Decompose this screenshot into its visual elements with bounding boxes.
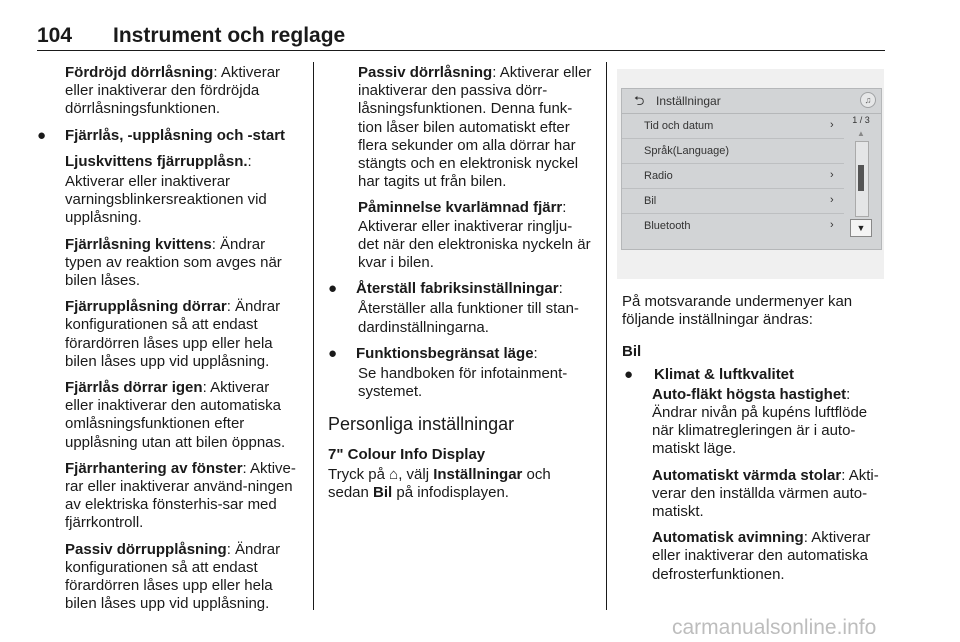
page-number: 104 — [37, 24, 73, 47]
description: Se handboken för infotainment-systemet. — [358, 365, 568, 401]
description: : Aktiverar eller inaktiverar den automatiska omlåsningsfunktionen efter upplåsning utan att bilen öppnas. — [65, 379, 286, 451]
bullet-title: Funktionsbegränsat läge — [356, 344, 534, 362]
description: : Aktive-rar eller inaktiverar använd-ningen av elektriska fönsterhis-sar med fjärrkontroll. — [65, 459, 296, 532]
text: på infodisplayen. — [392, 484, 509, 502]
settings-screen — [621, 88, 882, 250]
term: Fjärrupplåsning dörrar — [65, 298, 227, 316]
paragraph — [37, 236, 299, 291]
chevron-right-icon: › — [830, 119, 834, 131]
paragraph — [37, 460, 299, 533]
description: Aktiverar eller inaktiverar varningsblinkersreaktionen vid upplåsning. — [65, 173, 267, 227]
term: Ljuskvittens fjärrupplåsn. — [65, 152, 248, 170]
page-header — [37, 24, 885, 50]
screen-title: Inställningar — [656, 94, 721, 108]
bullet-title: Fjärrlås, -upplåsning och -start — [65, 126, 286, 144]
paragraph — [622, 467, 888, 522]
bullet-item — [624, 366, 888, 384]
bullet-icon: ● — [37, 126, 47, 144]
menu-item-label: Tid och datum — [644, 120, 714, 132]
paragraph — [37, 173, 299, 228]
pager — [846, 115, 876, 243]
menu-item-language[interactable] — [622, 139, 844, 164]
column-divider-1 — [313, 62, 314, 610]
description: : Ändrar konfigurationen så att endast förardörren låses upp eller hela bilen låses upp vid upplåsning. — [65, 298, 281, 370]
scroll-up-icon[interactable]: ▲ — [857, 129, 865, 138]
term: Fördröjd dörrlåsning — [65, 64, 214, 81]
term: Fjärrlås dörrar igen — [65, 379, 203, 397]
column-1 — [37, 64, 299, 621]
description: : Aktiverar eller inaktiverar ringlju-det när den elektroniska nyckeln är kvar i bilen. — [358, 199, 591, 272]
text: , välj — [398, 465, 434, 483]
chevron-right-icon: › — [830, 219, 834, 231]
chevron-right-icon: › — [830, 169, 834, 181]
term: Passiv dörrupplåsning — [65, 540, 227, 558]
chapter-title: Instrument och reglage — [113, 24, 346, 47]
column-2 — [328, 64, 592, 510]
display-screenshot — [617, 69, 884, 279]
screen-title-bar — [622, 89, 881, 114]
description: : Ändrar konfigurationen så att endast förardörren låses upp eller hela bilen låses upp vid upplåsning. — [65, 540, 281, 613]
term: Påminnelse kvarlämnad fjärr — [358, 199, 563, 217]
column-3 — [622, 293, 888, 592]
menu-item-car[interactable] — [622, 189, 844, 214]
description: Återställer alla funktioner till stan-dardinställningarna. — [358, 300, 579, 336]
watermark: carmanualsonline.info — [672, 616, 877, 639]
term: Fjärrhantering av fönster — [65, 459, 243, 477]
term: Automatisk avimning — [652, 529, 804, 547]
paragraph — [328, 466, 592, 502]
text: och sedan — [328, 465, 551, 502]
paragraph: På motsvarande undermenyer kan följande inställningar ändras: — [622, 293, 853, 329]
paragraph — [622, 529, 888, 584]
description: : Aktiverar eller inaktiverar den automatiska defrosterfunktionen. — [652, 529, 871, 583]
bullet-title: Klimat & luftkvalitet — [654, 365, 795, 383]
description: : Ändrar nivån på kupéns luftflöde när klimatregleringen är i auto-matiskt läge. — [652, 385, 868, 458]
paragraph — [37, 541, 299, 614]
term: Automatiskt värmda stolar — [652, 466, 842, 484]
bullet-item — [328, 280, 592, 298]
menu-name: Bil — [373, 484, 393, 502]
section-heading: Personliga inställningar — [328, 414, 515, 435]
paragraph — [328, 365, 592, 401]
scrollbar-thumb[interactable] — [858, 165, 864, 191]
paragraph — [328, 64, 592, 191]
menu-item-radio[interactable] — [622, 164, 844, 189]
bullet-icon: ● — [328, 280, 338, 298]
term: Auto-fläkt högsta hastighet — [652, 385, 847, 403]
column-divider-2 — [606, 62, 607, 610]
paragraph — [328, 199, 592, 272]
bullet-title: Återställ fabriksinställningar — [356, 280, 559, 298]
paragraph — [37, 298, 299, 371]
paragraph — [37, 64, 299, 119]
bullet-item — [37, 127, 299, 145]
menu-item-label: Bluetooth — [644, 220, 691, 232]
bullet-icon: ● — [624, 365, 634, 383]
menu-item-label: Bil — [644, 195, 657, 207]
text: Tryck på — [328, 465, 390, 483]
term: Passiv dörrlåsning — [358, 64, 493, 81]
description: : Ändrar typen av reaktion som avges när bilen låses. — [65, 235, 282, 290]
term: Fjärrlåsning kvittens — [65, 235, 212, 253]
term-colon: : — [247, 152, 252, 170]
bullet-icon: ● — [328, 344, 338, 362]
term-colon: : — [558, 280, 563, 298]
subsection-heading: 7" Colour Info Display — [328, 445, 486, 463]
back-icon[interactable]: ⮌ — [634, 93, 645, 108]
paragraph — [37, 379, 299, 452]
paragraph — [328, 300, 592, 336]
term-colon: : — [533, 344, 538, 362]
paragraph — [622, 386, 888, 459]
menu-item-label: Radio — [644, 170, 673, 182]
bullet-item — [328, 345, 592, 363]
menu-item-label: Språk(Language) — [644, 145, 730, 157]
description: : Akti-verar den inställda värmen auto-matiskt. — [652, 466, 879, 521]
page-indicator: 1 / 3 — [852, 115, 870, 125]
menu-name: Inställningar — [433, 465, 523, 483]
home-icon: ⌂ — [389, 465, 399, 483]
music-icon[interactable]: ♫ — [860, 92, 876, 108]
chevron-right-icon: › — [830, 194, 834, 206]
menu-item-bluetooth[interactable] — [622, 214, 844, 238]
menu-item-time-date[interactable] — [622, 114, 844, 139]
description: : Aktiverar eller inaktiverar den fördröjda dörrlåsningsfunktionen. — [65, 64, 281, 118]
description: : Aktiverar eller inaktiverar den passiva dörr-låsningsfunktionen. Denna funk-tion låser bilen automatiskt efter flera sekunder om alla dörrar har stängts och en elektronisk nyckel har tagits ut från bilen. — [358, 64, 592, 191]
scroll-down-button[interactable]: ▼ — [850, 219, 872, 237]
section-label: Bil — [622, 343, 642, 361]
header-rule — [37, 50, 885, 51]
paragraph — [37, 153, 299, 171]
